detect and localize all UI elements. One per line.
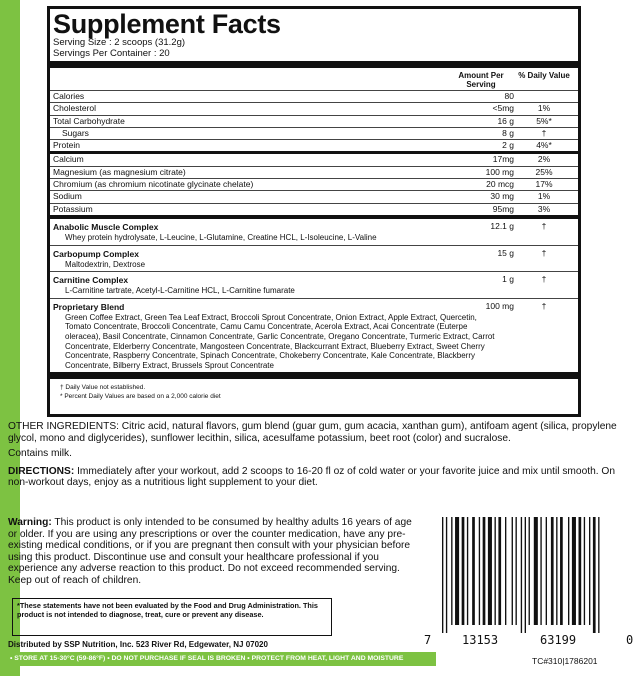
serving-size: Serving Size : 2 scoops (31.2g)	[53, 37, 186, 48]
barcode-bar	[593, 517, 596, 633]
nutrient-name: Calcium	[53, 154, 84, 165]
blend-description: Whey protein hydrolysate, L-Leucine, L-Glutamine, Creatine HCL, L-Isoleucine, L-Valine	[65, 232, 377, 242]
nutrient-name: Total Carbohydrate	[53, 115, 125, 126]
nutrient-row	[50, 90, 578, 102]
daily-value-header: % Daily Value	[518, 71, 570, 80]
tc-code: TC#310|1786201	[532, 656, 598, 666]
barcode-bar	[534, 517, 538, 625]
blend-dv: †	[541, 220, 547, 231]
supplement-facts-title: Supplement Facts	[53, 9, 281, 39]
blend-name: Proprietary Blend	[53, 301, 125, 312]
blend-block	[50, 219, 578, 245]
footnotes	[50, 379, 578, 401]
nutrient-row	[50, 127, 578, 139]
barcode-bar	[451, 517, 452, 625]
warning	[8, 517, 420, 587]
barcode-bar	[446, 517, 447, 633]
nutrient-amount: 95mg	[492, 203, 514, 214]
blend-description: Green Coffee Extract, Green Tea Leaf Extract, Broccoli Sprout Concentrate, Onion Extract, Apple Extract, Quercetin, Tomato Concentrate, Broccoli Concentrate, Camu Camu Concentrate, Acerola Extract, Acai Concentrate (Euterpe oleracea), Basil Concentrate, Cinnamon Concentrate, Garlic Concentrate, Oregano Concentrate, Turmeric Extract, Carrot Concentrate, Elderberry Concentrate, Mangosteen Concentrate, Blackcurrant Extract, Blueberry Extract, Sweet Cherry Concentrate, Raspberry Concentrate, Spinach Concentrate, Chokeberry Concentrate, Kale Concentrate, Blackberry Concentrate, Bilberry Extract, Brussels Sprout Concentrate	[65, 312, 495, 370]
warning-text: This product is only intended to be consumed by healthy adults 16 years of age or older. If you are using any prescriptions or over the counter medication, have any pre-existing medical conditions, or if you are pregnant then consult with your physician before using this product. Discontinue use and consult your healthcare professional if you experience any adverse reaction to this product. Do not exceed recommended serving. Keep out of reach of children.	[8, 517, 412, 586]
nutrient-list	[50, 90, 578, 215]
supplement-facts-panel	[47, 6, 581, 417]
barcode-bar	[584, 517, 585, 625]
blend-description: Maltodextrin, Dextrose	[65, 259, 146, 269]
barcode-bar	[495, 517, 496, 625]
other-ingredients-text: Citric acid, natural flavors, gum blend (guar gum, gum acacia, xanthan gum), antifoam agent (silica, propylene glycol, mono and diglycerides), sunflower lecithin, silica, acesulfame potassium, beet root (color) and sucralose.	[8, 421, 617, 444]
fda-disclaimer: *These statements have not been evaluated by the Food and Drug Administration. This product is not intended to diagnose, treat, cure or prevent any disease.	[12, 598, 332, 636]
nutrient-dv: 5%*	[536, 115, 552, 126]
thick-divider	[50, 61, 578, 68]
blend-amount: 1 g	[502, 274, 514, 285]
blend-dv: †	[541, 300, 547, 311]
barcode-bar	[589, 517, 590, 625]
barcode	[430, 515, 630, 635]
barcode-bar	[560, 517, 563, 625]
storage-bar: • STORE AT 15-30°C (59-86°F) • DO NOT PURCHASE IF SEAL IS BROKEN • PROTECT FROM HEAT, LIGHT AND MOISTURE	[0, 652, 436, 666]
nutrient-name: Chromium (as chromium nicotinate glycinate chelate)	[53, 179, 254, 190]
nutrient-amount: 30 mg	[490, 191, 514, 202]
blend-name: Carnitine Complex	[53, 275, 129, 286]
column-header	[50, 68, 578, 90]
barcode-bar	[462, 517, 465, 625]
blend-dv: †	[541, 274, 547, 285]
nutrient-row	[50, 166, 578, 178]
nutrient-dv: 1%	[537, 103, 551, 114]
nutrient-dv: 2%	[537, 154, 551, 165]
directions	[8, 466, 636, 489]
nutrient-amount: <5mg	[492, 103, 514, 114]
barcode-digits-3: 63199	[540, 633, 577, 647]
servings-per-container: Servings Per Container : 20	[53, 47, 170, 59]
barcode-bar	[540, 517, 541, 625]
barcode-bar	[467, 517, 468, 625]
barcode-bar	[529, 517, 530, 625]
contains-statement: Contains milk.	[8, 448, 72, 460]
blend-list	[50, 219, 578, 372]
barcode-bar	[556, 517, 557, 625]
blend-name: Carbopump Complex	[53, 248, 139, 259]
barcode-bar	[572, 517, 576, 625]
nutrient-amount: 8 g	[502, 127, 514, 138]
barcode-bar	[498, 517, 501, 625]
label-text	[8, 421, 636, 489]
nutrient-name: Sodium	[53, 191, 82, 202]
barcode-bar	[568, 517, 569, 625]
blend-block	[50, 298, 578, 373]
barcode-bar	[516, 517, 517, 625]
barcode-digits-2: 13153	[462, 633, 499, 647]
nutrient-row	[50, 115, 578, 127]
nutrient-dv: 4%*	[536, 140, 552, 151]
nutrient-amount: 20 mcg	[486, 179, 514, 190]
distributor-line: Distributed by SSP Nutrition, Inc. 523 River Rd, Edgewater, NJ 07020	[8, 640, 268, 649]
barcode-digit-4: 0	[626, 633, 634, 647]
nutrient-amount: 16 g	[497, 115, 514, 126]
barcode-bar	[579, 517, 582, 625]
barcode-bar	[472, 517, 475, 625]
blend-name: Anabolic Muscle Complex	[53, 221, 159, 232]
barcode-bar	[479, 517, 480, 625]
thick-divider-bottom	[50, 372, 578, 379]
barcode-bar	[551, 517, 554, 625]
nutrient-row	[50, 102, 578, 114]
barcode-bar	[598, 517, 599, 633]
nutrient-row	[50, 178, 578, 190]
blend-amount: 12.1 g	[490, 220, 514, 231]
barcode-bar	[512, 517, 513, 625]
nutrient-dv: 25%	[535, 166, 553, 177]
nutrient-row	[50, 203, 578, 215]
nutrient-amount: 80	[504, 91, 514, 101]
amount-per-serving-header: Amount Per Serving	[458, 71, 504, 89]
nutrient-dv: 3%	[537, 203, 551, 214]
blend-description: L-Carnitine tartrate, Acetyl-L-Carnitine HCL, L-Carnitine fumarate	[65, 286, 295, 296]
blend-block	[50, 245, 578, 272]
blend-amount: 15 g	[497, 247, 514, 258]
barcode-bar	[442, 517, 443, 633]
nutrient-amount: 100 mg	[485, 166, 514, 177]
nutrient-name: Calories	[53, 91, 85, 101]
barcode-bar	[546, 517, 547, 625]
footnote-percent: * Percent Daily Values are based on a 2,000 calorie diet	[60, 393, 221, 401]
nutrient-dv: 1%	[537, 191, 551, 202]
nutrient-name: Protein	[53, 140, 80, 151]
nutrient-row	[50, 151, 578, 165]
barcode-bar	[483, 517, 486, 625]
blend-block	[50, 271, 578, 298]
barcode-digit-1: 7	[424, 633, 432, 647]
blend-dv: †	[541, 247, 547, 258]
barcode-bar	[521, 517, 522, 633]
barcode-bar	[525, 517, 526, 633]
nutrient-dv: †	[541, 127, 547, 138]
barcode-bar	[488, 517, 492, 625]
nutrient-row	[50, 139, 578, 151]
nutrient-row	[50, 190, 578, 202]
barcode-bar	[455, 517, 459, 625]
nutrient-name: Potassium	[53, 203, 93, 214]
other-ingredients-label: OTHER INGREDIENTS:	[8, 421, 119, 432]
barcode-bar	[505, 517, 506, 625]
directions-text: Immediately after your workout, add 2 scoops to 16-20 fl oz of cold water or your favorite juice and mix until smooth. On non-workout days, enjoy as a nutritious light supplement to your diet.	[8, 465, 615, 489]
nutrient-dv: 17%	[535, 179, 553, 190]
blend-amount: 100 mg	[485, 300, 514, 311]
footnote-dagger: † Daily Value not established.	[60, 384, 146, 392]
warning-label: Warning:	[8, 517, 52, 528]
other-ingredients	[8, 421, 636, 444]
nutrient-name: Sugars	[62, 127, 89, 138]
nutrient-amount: 17mg	[492, 154, 514, 165]
nutrient-name: Cholesterol	[53, 103, 96, 114]
nutrient-name: Magnesium (as magnesium citrate)	[53, 166, 186, 177]
nutrient-amount: 2 g	[502, 140, 514, 151]
directions-label: DIRECTIONS:	[8, 465, 75, 477]
